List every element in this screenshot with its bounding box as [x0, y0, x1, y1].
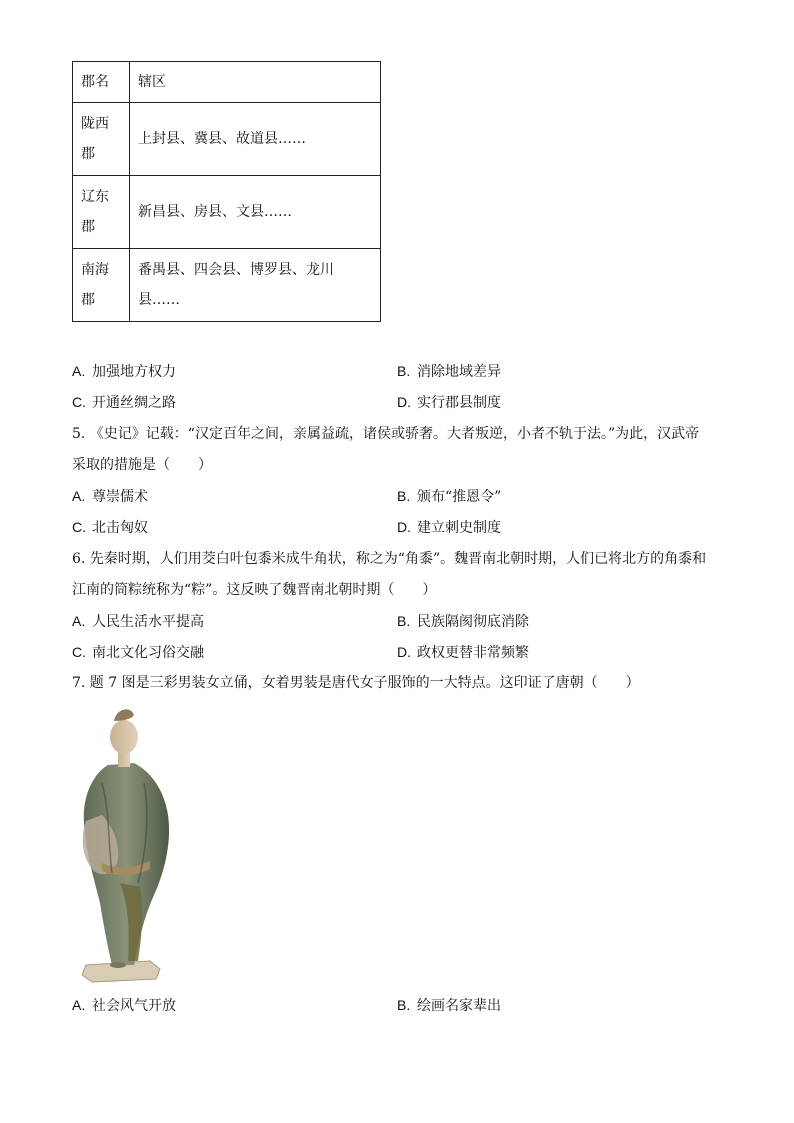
q6-option-b[interactable]: B. 民族隔阂彻底消除	[397, 613, 529, 630]
county-area: 番禺县、四会县、博罗县、龙川 县……	[130, 249, 381, 322]
county-name: 陇西 郡	[73, 103, 130, 176]
q5-stem-line2: 采取的措施是（ ）	[72, 457, 212, 473]
tang-sancai-figurine-image	[72, 703, 179, 983]
q5-option-b[interactable]: B. 颁布“推恩令”	[397, 488, 502, 505]
q7-option-a[interactable]: A. 社会风气开放	[72, 997, 176, 1014]
q7-stem-line1: 7. 题 7 图是三彩男装女立俑，女着男装是唐代女子服饰的一大特点。这印证了唐朝（ ）	[72, 675, 640, 691]
q4-option-a[interactable]: A. 加强地方权力	[72, 363, 176, 380]
q6-option-c[interactable]: C. 南北文化习俗交融	[72, 644, 204, 661]
county-area: 上封县、冀县、故道县……	[130, 103, 381, 176]
county-area: 新昌县、房县、文县……	[130, 176, 381, 249]
table-row	[73, 176, 381, 249]
q6-stem-line1: 6. 先秦时期，人们用茭白叶包黍米成牛角状，称之为“角黍”。魏晋南北朝时期，人们已将北方的角黍和	[72, 551, 707, 567]
q7-option-b[interactable]: B. 绘画名家辈出	[397, 997, 501, 1014]
q4-option-b[interactable]: B. 消除地域差异	[397, 363, 501, 380]
q6-option-a[interactable]: A. 人民生活水平提高	[72, 613, 204, 630]
q6-option-d[interactable]: D. 政权更替非常频繁	[397, 644, 529, 661]
header-area: 辖区	[130, 62, 381, 103]
q5-stem-line1: 5. 《史记》记载：“汉定百年之间，亲属益疏，诸侯或骄奢。大者叛逆，小者不轨于法。”为此，汉武帝	[72, 426, 700, 442]
q5-option-a[interactable]: A. 尊崇儒术	[72, 488, 148, 505]
table-row	[73, 103, 381, 176]
county-name: 辽东 郡	[73, 176, 130, 249]
table-header-row	[73, 62, 381, 103]
q5-option-d[interactable]: D. 建立刺史制度	[397, 519, 501, 536]
header-county: 郡名	[73, 62, 130, 103]
q5-option-c[interactable]: C. 北击匈奴	[72, 519, 148, 536]
q6-stem-line2: 江南的筒粽统称为“粽”。这反映了魏晋南北朝时期（ ）	[72, 582, 437, 598]
county-name: 南海 郡	[73, 249, 130, 322]
county-table	[72, 61, 381, 322]
q4-option-c[interactable]: C. 开通丝绸之路	[72, 394, 176, 411]
q4-option-d[interactable]: D. 实行郡县制度	[397, 394, 501, 411]
table-row	[73, 249, 381, 322]
